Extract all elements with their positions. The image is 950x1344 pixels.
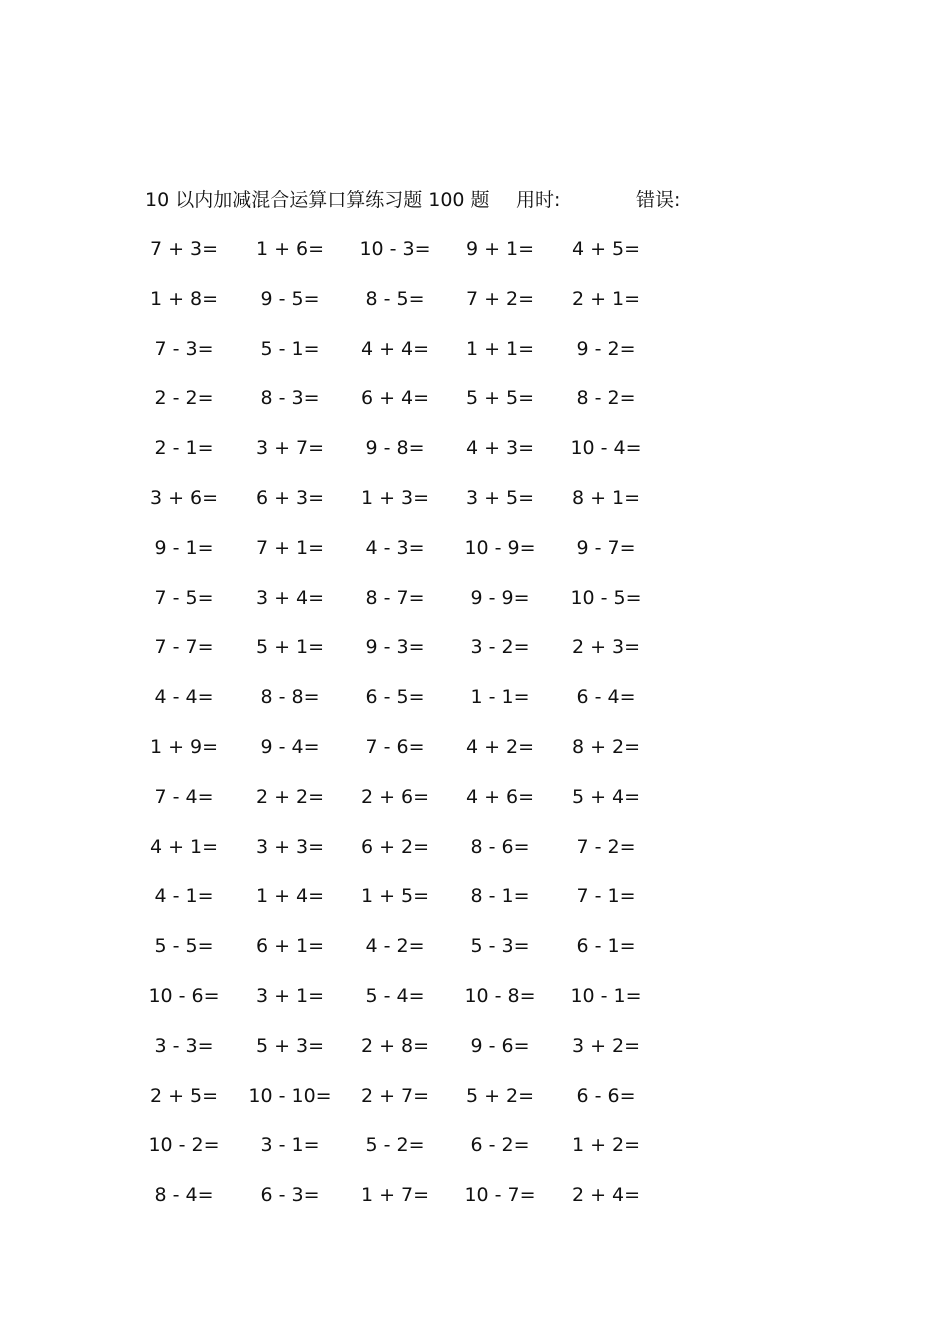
problem-cell: 8 - 4= — [154, 1184, 214, 1207]
problem-row — [0, 931, 950, 981]
problem-cell: 8 - 8= — [260, 686, 320, 709]
problem-cell: 4 + 3= — [465, 437, 535, 460]
problem-cell: 7 - 6= — [365, 735, 425, 758]
problem-cell: 5 + 1= — [255, 636, 325, 659]
problem-cell: 5 - 4= — [365, 984, 425, 1007]
problem-row — [0, 383, 950, 433]
problem-cell: 8 + 2= — [571, 735, 641, 758]
problem-cell: 8 - 2= — [576, 387, 636, 410]
worksheet-header — [0, 185, 950, 215]
problem-cell: 6 - 5= — [365, 686, 425, 709]
problem-cell: 3 - 3= — [154, 1034, 214, 1057]
problem-cell: 3 + 5= — [465, 486, 535, 509]
problem-cell: 6 - 3= — [260, 1184, 320, 1207]
problem-cell: 3 + 6= — [149, 486, 219, 509]
problem-cell: 3 + 2= — [571, 1034, 641, 1057]
problem-cell: 7 - 2= — [576, 835, 636, 858]
problem-cell: 1 + 9= — [149, 735, 219, 758]
problem-row — [0, 1031, 950, 1081]
problem-cell: 6 + 2= — [360, 835, 430, 858]
problem-cell: 8 + 1= — [571, 486, 641, 509]
problem-cell: 3 + 4= — [255, 586, 325, 609]
problem-cell: 3 - 1= — [260, 1134, 320, 1157]
problem-cell: 3 + 7= — [255, 437, 325, 460]
problem-cell: 4 - 2= — [365, 935, 425, 958]
problem-cell: 9 - 2= — [576, 337, 636, 360]
problem-cell: 5 + 2= — [465, 1084, 535, 1107]
problem-row — [0, 483, 950, 533]
problem-cell: 6 - 2= — [470, 1134, 530, 1157]
time-label: 用时: — [516, 189, 561, 211]
problem-cell: 10 - 5= — [570, 586, 642, 609]
problem-row — [0, 284, 950, 334]
problem-cell: 8 - 7= — [365, 586, 425, 609]
problem-cell: 7 + 2= — [465, 287, 535, 310]
problem-cell: 1 + 2= — [571, 1134, 641, 1157]
problem-cell: 4 + 2= — [465, 735, 535, 758]
problem-cell: 7 + 1= — [255, 536, 325, 559]
problem-cell: 9 - 8= — [365, 437, 425, 460]
problem-cell: 6 + 4= — [360, 387, 430, 410]
problem-row — [0, 334, 950, 384]
problem-cell: 10 - 6= — [148, 984, 220, 1007]
problem-cell: 4 - 1= — [154, 885, 214, 908]
problem-cell: 5 - 5= — [154, 935, 214, 958]
problem-cell: 4 - 4= — [154, 686, 214, 709]
problem-cell: 5 + 3= — [255, 1034, 325, 1057]
problem-row — [0, 732, 950, 782]
problem-cell: 8 - 6= — [470, 835, 530, 858]
problem-cell: 9 - 4= — [260, 735, 320, 758]
problem-cell: 7 - 5= — [154, 586, 214, 609]
problem-row — [0, 881, 950, 931]
problem-cell: 9 - 6= — [470, 1034, 530, 1057]
problem-cell: 9 + 1= — [465, 238, 535, 260]
problem-cell: 7 - 7= — [154, 636, 214, 659]
problem-cell: 2 + 4= — [571, 1184, 641, 1207]
problem-cell: 5 - 3= — [470, 935, 530, 958]
problem-cell: 10 - 4= — [570, 437, 642, 460]
problem-cell: 1 + 7= — [360, 1184, 430, 1207]
problem-cell: 8 - 3= — [260, 387, 320, 410]
problem-row — [0, 632, 950, 682]
problem-cell: 1 + 5= — [360, 885, 430, 908]
problem-cell: 8 - 1= — [470, 885, 530, 908]
problem-cell: 3 + 3= — [255, 835, 325, 858]
problem-row — [0, 433, 950, 483]
problem-cell: 10 - 9= — [464, 536, 536, 559]
problem-cell: 2 + 3= — [571, 636, 641, 659]
problem-cell: 1 + 3= — [360, 486, 430, 509]
problem-cell: 3 - 2= — [470, 636, 530, 659]
problem-cell: 1 - 1= — [470, 686, 530, 709]
problem-cell: 10 - 7= — [464, 1184, 536, 1207]
problem-cell: 9 - 5= — [260, 287, 320, 310]
problem-cell: 10 - 10= — [248, 1084, 332, 1107]
problem-cell: 10 - 2= — [148, 1134, 220, 1157]
problem-cell: 8 - 5= — [365, 287, 425, 310]
problem-cell: 2 - 2= — [154, 387, 214, 410]
problem-cell: 5 - 2= — [365, 1134, 425, 1157]
problem-cell: 9 - 7= — [576, 536, 636, 559]
problem-row — [0, 981, 950, 1031]
problem-cell: 1 + 4= — [255, 885, 325, 908]
problem-cell: 6 - 4= — [576, 686, 636, 709]
problem-cell: 9 - 1= — [154, 536, 214, 559]
problem-row — [0, 234, 950, 284]
problem-cell: 2 - 1= — [154, 437, 214, 460]
problem-cell: 1 + 6= — [255, 238, 325, 260]
problem-cell: 7 - 4= — [154, 785, 214, 808]
problem-cell: 5 + 5= — [465, 387, 535, 410]
problem-cell: 2 + 7= — [360, 1084, 430, 1107]
problem-cell: 5 + 4= — [571, 785, 641, 808]
problem-cell: 5 - 1= — [260, 337, 320, 360]
problem-cell: 10 - 1= — [570, 984, 642, 1007]
problem-cell: 10 - 8= — [464, 984, 536, 1007]
problem-cell: 4 + 5= — [571, 238, 641, 260]
problem-cell: 2 + 8= — [360, 1034, 430, 1057]
problem-cell: 10 - 3= — [359, 238, 431, 260]
problem-cell: 6 - 1= — [576, 935, 636, 958]
problem-cell: 4 - 3= — [365, 536, 425, 559]
problem-row — [0, 533, 950, 583]
problem-row — [0, 1081, 950, 1131]
problem-row — [0, 782, 950, 832]
problem-cell: 3 + 1= — [255, 984, 325, 1007]
problem-cell: 4 + 4= — [360, 337, 430, 360]
problem-cell: 6 + 1= — [255, 935, 325, 958]
problem-row — [0, 1130, 950, 1180]
problem-cell: 7 - 1= — [576, 885, 636, 908]
problem-cell: 7 - 3= — [154, 337, 214, 360]
problem-grid — [0, 234, 950, 1230]
worksheet-title: 10 以内加减混合运算口算练习题 100 题 — [145, 189, 490, 211]
problem-cell: 2 + 1= — [571, 287, 641, 310]
problem-cell: 4 + 6= — [465, 785, 535, 808]
problem-row — [0, 832, 950, 882]
problem-cell: 2 + 2= — [255, 785, 325, 808]
problem-cell: 1 + 8= — [149, 287, 219, 310]
problem-cell: 4 + 1= — [149, 835, 219, 858]
problem-cell: 9 - 9= — [470, 586, 530, 609]
problem-cell: 6 + 3= — [255, 486, 325, 509]
problem-cell: 6 - 6= — [576, 1084, 636, 1107]
problem-cell: 1 + 1= — [465, 337, 535, 360]
problem-row — [0, 1180, 950, 1230]
error-label: 错误: — [636, 189, 681, 211]
problem-cell: 9 - 3= — [365, 636, 425, 659]
problem-cell: 2 + 5= — [149, 1084, 219, 1107]
problem-cell: 2 + 6= — [360, 785, 430, 808]
problem-cell: 7 + 3= — [149, 238, 219, 260]
problem-row — [0, 682, 950, 732]
problem-row — [0, 583, 950, 633]
